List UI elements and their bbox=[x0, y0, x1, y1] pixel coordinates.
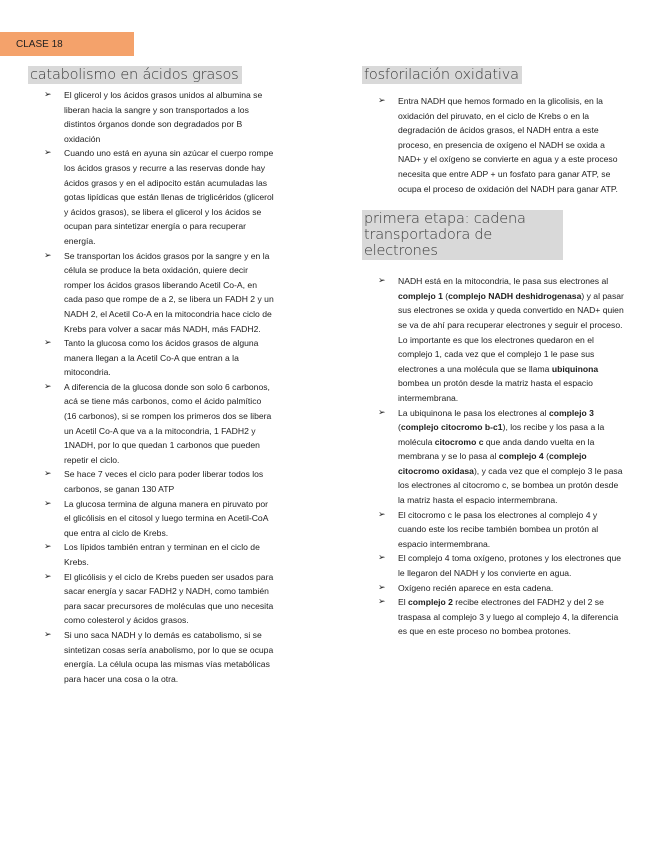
list-item: ➢ Se transportan los ácidos grasos por la sangre y en la célula se produce la beta oxidación, quiere decir romper los ácidos grasos liberando Acetil Co-A, en cada paso que rompe de a 2, se libera un FADH 2 y un NADH 2, el Acetil Co-A en la mitocondria hace ciclo de Krebs para volver a sacar más NADH, más FADH2. bbox=[44, 250, 274, 334]
bullet-arrow-icon: ➢ bbox=[44, 629, 52, 640]
bullet-arrow-icon: ➢ bbox=[378, 582, 386, 593]
bullet-arrow-icon: ➢ bbox=[44, 250, 52, 261]
section-title-oxidative-phosphorylation: fosforilación oxidativa bbox=[362, 66, 522, 84]
list-item: ➢ El glicerol y los ácidos grasos unidos al albumina se liberan hacia la sangre y son transportados a los distintos órganos donde son degradados por B oxidación bbox=[44, 90, 263, 144]
bullet-arrow-icon: ➢ bbox=[44, 571, 52, 582]
bullet-arrow-icon: ➢ bbox=[44, 498, 52, 509]
class-tag-label: CLASE 18 bbox=[16, 38, 63, 50]
bullet-arrow-icon: ➢ bbox=[44, 90, 52, 100]
list-item: ➢ El glicólisis y el ciclo de Krebs pueden ser usados para sacar energía y sacar FADH2 y NADH, como también para sacar precursores de moléculas que uno necesita como colesterol y ácidos grasos. bbox=[44, 571, 274, 626]
bullet-arrow-icon: ➢ bbox=[44, 338, 52, 349]
bullet-arrow-icon: ➢ bbox=[378, 509, 386, 520]
list-item: ➢ Oxígeno recién aparece en esta cadena. bbox=[362, 581, 624, 596]
list-item: ➢ NADH está en la mitocondria, le pasa sus electrones al complejo 1 (complejo NADH deshidrogenasa) y al pasar sus electrones se oxida y queda convertido en NAD+ quien se va de ahí para recuperar electrones y seguir el proceso. Lo importante es que los electrones quedaron en el complejo 1, cada vez que el complejo 1 le pase sus electrones a una molécula que se llama ubiquinona bombea un protón desde la matriz hasta el espacio intermembrana. bbox=[378, 276, 624, 403]
bullet-arrow-icon: ➢ bbox=[378, 96, 386, 106]
bullet-arrow-icon: ➢ bbox=[378, 407, 386, 418]
bullet-arrow-icon: ➢ bbox=[378, 553, 386, 564]
list-item: ➢ A diferencia de la glucosa donde son solo 6 carbonos, acá se tiene más carbonos, como el ácido palmítico (16 carbonos), si se rompen los primeros dos se libera un Acetil Co-A que va a la mitocondria, 1 FADH2 y 1NADH, por lo que quedan 1 carbonos que pueden repetir el ciclo. bbox=[44, 381, 272, 465]
section-title-catabolism: catabolismo en ácidos grasos bbox=[28, 66, 242, 84]
class-tag bbox=[0, 32, 134, 56]
list-item: ➢ Tanto la glucosa como los ácidos grasos de alguna manera llegan a la Acetil Co-A que entran a la mitocondria. bbox=[44, 338, 259, 378]
list-item: ➢ Cuando uno está en ayuna sin azúcar el cuerpo rompe los ácidos grasos y recurre a las reservas donde hay ácidos grasos y en el adipocito están acumuladas las gotas lipídicas que están llenas de triglicéridos (glicerol y ácidos grasos), se libera el glicerol y los ácidos se ocupan para sintetizar energía o para recuperar energía. bbox=[44, 148, 274, 246]
section-title-electron-transport-chain: primera etapa: cadena transportadora de electrones bbox=[362, 210, 563, 260]
bullet-arrow-icon: ➢ bbox=[44, 469, 52, 480]
left-column bbox=[28, 66, 276, 686]
list-item: ➢ El complejo 4 toma oxígeno, protones y los electrones que le llegaron del NADH y los convierte en agua. bbox=[378, 553, 622, 579]
list-item: ➢ Si uno saca NADH y lo demás es catabolismo, si se sintetizan cosas sería anabolismo, por lo que se ocupa energía. La célula ocupa las mismas vías metabólicas para hacer una cosa o la otra. bbox=[44, 629, 274, 684]
bullet-arrow-icon: ➢ bbox=[378, 597, 386, 608]
bullet-arrow-icon: ➢ bbox=[44, 542, 52, 553]
bullet-arrow-icon: ➢ bbox=[378, 276, 386, 287]
list-item: ➢ El complejo 2 recibe electrones del FADH2 y del 2 se traspasa al complejo 3 y luego al complejo 4, la diferencia es que en este proceso no bombea protones. bbox=[378, 597, 619, 637]
bullet-arrow-icon: ➢ bbox=[44, 148, 52, 159]
list-item: ➢ La ubiquinona le pasa los electrones al complejo 3 (complejo citocromo b-c1), los recibe y los pasa a la molécula citocromo c que anda dando vuelta en la membrana y se lo pasa al complejo 4 (complejo citocromo oxidasa), y cada vez que el complejo 3 le pasa los electrones al citocromo c, se bombea un protón desde la matriz hasta el espacio intermembrana. bbox=[378, 407, 623, 506]
bullet-arrow-icon: ➢ bbox=[44, 381, 52, 392]
list-item: ➢ La glucosa termina de alguna manera en piruvato por el glicólisis en el citosol y luego termina en Acetil-CoA que entra al ciclo de Krebs. bbox=[44, 498, 268, 538]
list-item: ➢ Se hace 7 veces el ciclo para poder liberar todos los carbonos, se ganan 130 ATP bbox=[44, 469, 264, 495]
electron-transport-list bbox=[362, 274, 624, 639]
right-column bbox=[362, 66, 624, 639]
oxidative-intro-list bbox=[362, 94, 624, 196]
list-item: ➢ El citocromo c le pasa los electrones al complejo 4 y cuando este los recibe también bombea un protón al espacio intermembrana. bbox=[378, 509, 599, 549]
list-item: ➢ Los lípidos también entran y terminan en el ciclo de Krebs. bbox=[44, 542, 260, 567]
list-item: ➢ Entra NADH que hemos formado en la glicolisis, en la oxidación del piruvato, en el ciclo de Krebs o en la degradación de ácidos grasos, el NADH entra a este proceso, en presencia de oxígeno el NADH se oxida a NAD+ y el oxígeno se convierte en agua y a este proceso necesita que entre ADP + un fosfato para ganar ATP, se ocupa el proceso de oxidación del NADH para ganar ATP. bbox=[378, 96, 618, 194]
catabolism-list bbox=[28, 88, 276, 686]
